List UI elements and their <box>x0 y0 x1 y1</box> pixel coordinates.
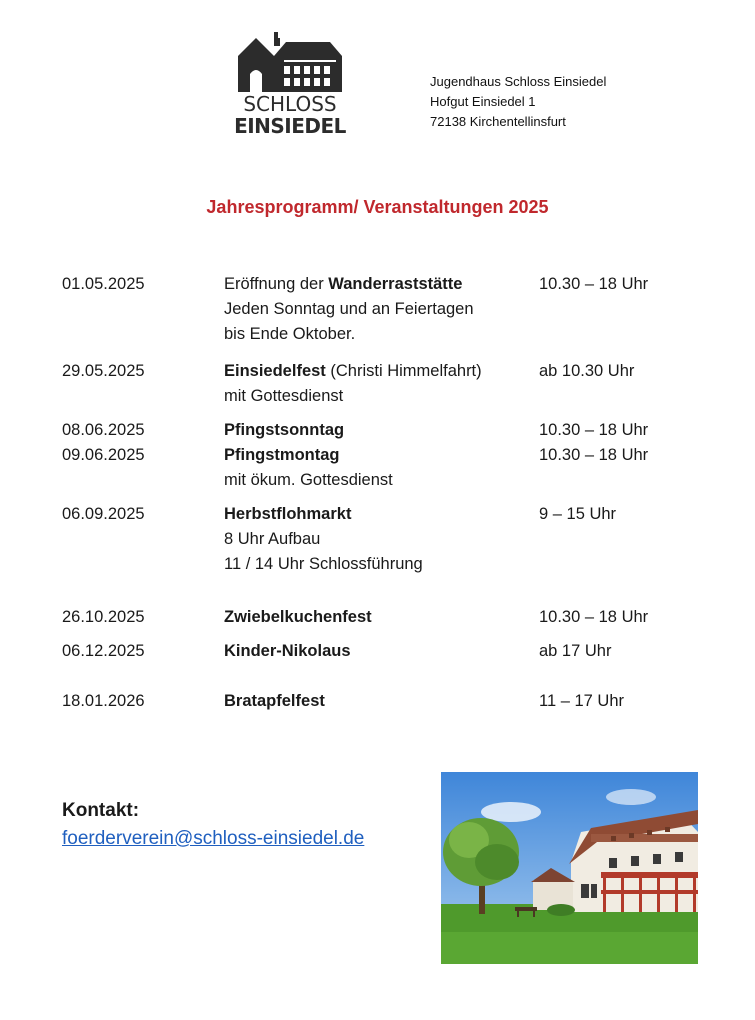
event-name: Pfingstsonntag <box>224 421 345 439</box>
event-time: 10.30 – 18 Uhr <box>539 446 649 464</box>
event-description <box>224 359 524 409</box>
castle-icon <box>234 30 346 94</box>
event-description <box>224 502 524 577</box>
event-date: 01.05.2025 <box>62 275 145 293</box>
event-time: 10.30 – 18 Uhr <box>539 275 649 293</box>
event-name: Einsiedelfest <box>224 362 326 380</box>
event-name: Pfingstmontag <box>224 446 340 464</box>
event-detail: mit Gottesdienst <box>224 387 344 405</box>
event-time: ab 17 Uhr <box>539 642 612 660</box>
event-name: Wanderraststätte <box>328 275 463 293</box>
event-date: 18.01.2026 <box>62 692 145 710</box>
event-name: Bratapfelfest <box>224 692 325 710</box>
page-title: Jahresprogramm/ Veranstaltungen 2025 <box>206 197 549 217</box>
contact-label: Kontakt: <box>62 800 140 821</box>
event-time: 10.30 – 18 Uhr <box>539 608 649 626</box>
address-line: Hofgut Einsiedel 1 <box>430 94 536 109</box>
event-time: 11 – 17 Uhr <box>539 692 624 710</box>
event-description <box>224 605 524 630</box>
logo <box>234 30 346 140</box>
event-date: 06.12.2025 <box>62 642 145 660</box>
event-detail: mit ökum. Gottesdienst <box>224 471 393 489</box>
event-description <box>224 272 524 347</box>
event-description <box>224 443 524 493</box>
event-date: 09.06.2025 <box>62 446 145 464</box>
event-date: 26.10.2025 <box>62 608 145 626</box>
address-block <box>430 72 606 132</box>
event-detail: Jeden Sonntag und an Feiertagen <box>224 300 474 318</box>
event-time: 10.30 – 18 Uhr <box>539 421 649 439</box>
event-prefix: Eröffnung der <box>224 275 329 293</box>
event-name: Herbstflohmarkt <box>224 505 352 523</box>
address-line: Jugendhaus Schloss Einsiedel <box>430 74 607 89</box>
event-detail: 8 Uhr Aufbau <box>224 530 321 548</box>
event-suffix: (Christi Himmelfahrt) <box>325 362 482 380</box>
event-detail: 11 / 14 Uhr Schlossführung <box>224 555 423 573</box>
event-description <box>224 639 524 664</box>
event-time: 9 – 15 Uhr <box>539 505 617 523</box>
event-time: ab 10.30 Uhr <box>539 362 635 380</box>
event-date: 06.09.2025 <box>62 505 145 523</box>
castle-photo <box>441 772 698 964</box>
event-description <box>224 418 524 443</box>
event-date: 08.06.2025 <box>62 421 145 439</box>
event-name: Kinder-Nikolaus <box>224 642 351 660</box>
address-line: 72138 Kirchentellinsfurt <box>430 114 566 129</box>
event-detail: bis Ende Oktober. <box>224 325 356 343</box>
contact-block <box>62 797 364 853</box>
event-date: 29.05.2025 <box>62 362 145 380</box>
contact-email-link[interactable]: foerderverein@schloss-einsiedel.de <box>62 828 365 849</box>
logo-word-schloss: SCHLOSS <box>243 92 337 116</box>
event-description <box>224 689 524 714</box>
event-name: Zwiebelkuchenfest <box>224 608 372 626</box>
logo-word-einsiedel: EINSIEDEL <box>234 114 346 138</box>
